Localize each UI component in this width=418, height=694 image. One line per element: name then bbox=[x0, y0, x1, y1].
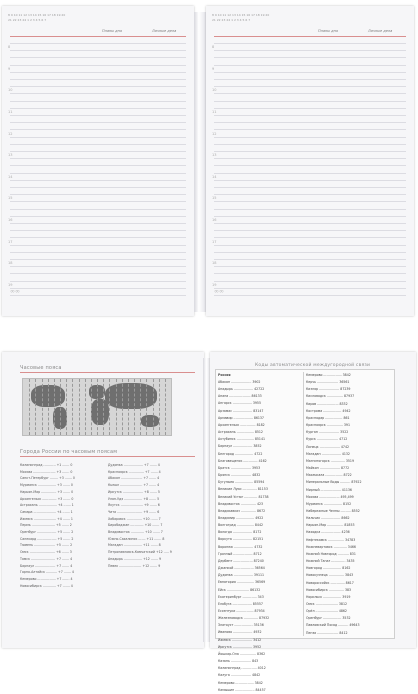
ruled-line bbox=[10, 288, 186, 289]
ruled-line bbox=[214, 108, 406, 109]
list-item: Воркута ................... 82151 bbox=[218, 537, 264, 542]
ruled-line bbox=[214, 266, 406, 267]
list-item: Павловский Посад .......... 49643 bbox=[306, 623, 360, 628]
list-item: Нижневартовск ............. 3466 bbox=[306, 544, 356, 549]
list-item: Благовещенск .............. 4162 bbox=[218, 458, 267, 463]
time-zone-strip bbox=[35, 379, 36, 435]
time-zone-strip bbox=[146, 379, 147, 435]
list-item: Калининград ............... 4012 bbox=[218, 666, 266, 671]
list-item: Дудинка ................... +7 ....... 4 bbox=[108, 463, 160, 467]
ruled-line bbox=[214, 295, 406, 296]
ruled-line bbox=[10, 281, 186, 282]
ruled-line bbox=[10, 201, 186, 202]
ruled-line bbox=[214, 79, 406, 80]
ruled-line bbox=[10, 108, 186, 109]
ruled-line bbox=[10, 252, 186, 253]
list-item: Абакан .................... 3902 bbox=[218, 380, 261, 384]
hour-number: 12 bbox=[8, 131, 13, 136]
ruled-line bbox=[10, 245, 186, 246]
list-item: Арзамас ................... 83147 bbox=[218, 408, 264, 413]
list-item: Ижевск ...................... +4 ....... 1 bbox=[20, 516, 73, 521]
time-zone-strip bbox=[79, 379, 80, 435]
list-item: Красноярск ................ 391 bbox=[306, 423, 350, 428]
list-item: Иркутск .................... +8 ....... 5 bbox=[108, 489, 160, 494]
page-footer: ∞∞ bbox=[214, 288, 224, 295]
hour-number: 17 bbox=[8, 239, 13, 244]
header-rule bbox=[214, 36, 406, 37]
top-spread bbox=[0, 0, 418, 330]
ruled-line bbox=[214, 144, 406, 145]
time-zone-strip bbox=[60, 379, 61, 435]
time-zone-strip bbox=[91, 379, 92, 435]
ruled-line bbox=[214, 230, 406, 231]
ruled-line bbox=[214, 122, 406, 123]
list-item: Курск ..................... 4712 bbox=[306, 437, 348, 442]
list-item: Дудинка ................... 39111 bbox=[218, 573, 265, 578]
list-item: Петропавловск-Камчатский +12 ..... 9 bbox=[108, 550, 172, 555]
ruled-line bbox=[10, 72, 186, 73]
list-item: Пермь ....................... +5 ....... 2 bbox=[20, 523, 72, 528]
list-item: Киров ..................... 8332 bbox=[306, 401, 348, 406]
list-item: Кострома .................. 4942 bbox=[306, 408, 351, 413]
hour-number: 16 bbox=[212, 218, 217, 222]
list-item: Анадырь ................... 42722 bbox=[218, 387, 265, 392]
ruled-line bbox=[10, 101, 186, 102]
ruled-line bbox=[10, 93, 186, 94]
list-item: Джанкой ................... 36564 bbox=[218, 566, 265, 571]
ruled-line bbox=[10, 180, 186, 181]
time-zone-strip bbox=[165, 379, 166, 435]
list-item: Железноводск .............. 87932 bbox=[218, 616, 270, 621]
list-item: Барнаул .................... +7 ....... 4 bbox=[20, 563, 73, 568]
hour-number: 13 bbox=[212, 153, 217, 158]
ruled-line bbox=[10, 144, 186, 145]
list-item: Йошкар-Ола ................ 8362 bbox=[218, 651, 266, 656]
time-zone-strip bbox=[54, 379, 55, 435]
ruled-line bbox=[214, 209, 406, 210]
ruled-line bbox=[10, 137, 186, 138]
list-item: Ахтубинск ................. 85141 bbox=[218, 437, 266, 442]
ruled-line bbox=[10, 194, 186, 195]
ruled-line bbox=[214, 50, 406, 51]
list-item: Ейск ...................... 86132 bbox=[218, 587, 261, 592]
list-item: Иваново ................... 4932 bbox=[218, 630, 262, 635]
time-zone-strip bbox=[116, 379, 117, 435]
ruled-line bbox=[10, 86, 186, 87]
list-item: Липецк .................... 4742 bbox=[306, 444, 350, 449]
hour-number: 19 bbox=[212, 282, 217, 287]
list-item: Владимир .................. 4922 bbox=[218, 515, 264, 520]
header-left-label: Планы дня bbox=[318, 29, 338, 33]
ruled-line bbox=[10, 295, 186, 296]
list-item: Горно-Алтайск ........... +7 ....... 4 bbox=[20, 570, 74, 575]
time-zone-strip bbox=[85, 379, 86, 435]
header-left-label: Планы дня bbox=[102, 29, 122, 33]
hour-number: 12 bbox=[212, 131, 217, 136]
ruled-line bbox=[214, 137, 406, 138]
ruled-line bbox=[214, 245, 406, 246]
ruled-line bbox=[10, 57, 186, 58]
ruled-line bbox=[10, 209, 186, 210]
list-item: Ижевск .................... 3412 bbox=[218, 637, 262, 642]
list-item: Мирный .................... 41136 bbox=[306, 487, 352, 492]
list-item: Евпатория ................. 36569 bbox=[218, 580, 266, 585]
list-item: Новокузнецк ............... 3843 bbox=[306, 573, 354, 578]
header-right-label: Личные дела bbox=[152, 29, 177, 33]
hour-number: 18 bbox=[212, 261, 217, 266]
list-item: Казань .................... 843 bbox=[218, 659, 259, 664]
list-item: Екатеринбург .............. 343 bbox=[218, 594, 264, 599]
hours-row: 8 9 10 11 12 13 14 15 16 17 18 19 20 bbox=[212, 13, 270, 17]
ruled-line bbox=[214, 158, 406, 159]
region-header: Россия bbox=[218, 373, 231, 377]
spine bbox=[194, 12, 206, 312]
time-zone-strip bbox=[122, 379, 123, 435]
ruled-line bbox=[10, 173, 186, 174]
list-item: Биробиджан ............. +10 ....... 7 bbox=[108, 523, 163, 528]
ruled-line bbox=[10, 43, 186, 44]
hours-row-2: 21 22 23 24 1 2 3 4 5 6 7 bbox=[212, 18, 251, 22]
time-zone-strip bbox=[159, 379, 160, 435]
list-item: Елабуга ................... 85557 bbox=[218, 601, 263, 606]
time-zone-strip bbox=[97, 379, 98, 435]
hour-number: 15 bbox=[8, 196, 13, 201]
ruled-line bbox=[214, 223, 406, 224]
diary-left-page bbox=[2, 6, 194, 316]
list-item: Нижний Тагил .............. 3435 bbox=[306, 559, 355, 564]
list-item: Орёл ...................... 4862 bbox=[306, 609, 347, 614]
hour-number: 17 bbox=[212, 239, 217, 244]
ruled-line bbox=[214, 273, 406, 274]
ruled-line bbox=[214, 65, 406, 66]
list-item: Мурманск .................. 8152 bbox=[306, 501, 352, 506]
list-item: Самара ...................... +4 ....... 1 bbox=[20, 509, 73, 514]
list-item: Томск ........................ +7 ....... 4 bbox=[20, 556, 73, 561]
list-item: Тюмень ..................... +5 ....... 2 bbox=[20, 543, 73, 548]
ruled-line bbox=[214, 173, 406, 174]
list-item: Москва ...................... +3 ....... 0 bbox=[20, 469, 73, 474]
time-zone-strip bbox=[103, 379, 104, 435]
hour-number: 8 bbox=[212, 45, 215, 50]
time-zone-strip bbox=[48, 379, 49, 435]
ruled-line bbox=[10, 129, 186, 130]
list-item: Махачкала ................. 8722 bbox=[306, 473, 352, 478]
page-footer: ∞∞ bbox=[10, 288, 20, 295]
ruled-line bbox=[214, 259, 406, 260]
list-item: Астрахань .................. +4 ....... 1 bbox=[20, 503, 74, 508]
list-item: Архангельск .............. +3 ....... 0 bbox=[20, 496, 74, 501]
cities-by-zone-title: Города России по часовым поясам bbox=[20, 449, 118, 455]
ruled-line bbox=[10, 65, 186, 66]
list-item: Великие Луки .............. 81153 bbox=[218, 487, 268, 492]
ruled-line bbox=[214, 86, 406, 87]
list-item: Великий Устюг ............. 81738 bbox=[218, 494, 269, 499]
ruled-line bbox=[214, 187, 406, 188]
hour-number: 15 bbox=[212, 196, 217, 201]
list-item: Якутск ...................... +9 ....... 6 bbox=[108, 503, 160, 508]
ruled-line bbox=[214, 216, 406, 217]
list-item: Мурманск .................. +3 ....... 0 bbox=[20, 483, 73, 488]
list-item: Норильск .................. 3919 bbox=[306, 594, 351, 599]
cities-title-rule bbox=[20, 456, 195, 457]
ruled-line bbox=[10, 50, 186, 51]
dial-codes-col1 bbox=[218, 379, 302, 692]
list-item: Нальчик ................... 8662 bbox=[306, 516, 350, 521]
list-item: Братск .................... 3953 bbox=[218, 465, 261, 470]
list-item: Кызыл ...................... +7 ....... 4 bbox=[108, 483, 160, 488]
dial-codes-col2 bbox=[306, 372, 392, 637]
ruled-line bbox=[10, 115, 186, 116]
diary-right-page bbox=[206, 6, 414, 316]
list-item: Находка ................... 4236 bbox=[306, 530, 350, 535]
list-item: Кемерово .................. 3842 bbox=[218, 680, 263, 685]
list-item: Новороссийск .............. 8617 bbox=[306, 580, 354, 585]
ruled-line bbox=[10, 187, 186, 188]
list-item: Владивосток ............. +10 ....... 7 bbox=[108, 530, 163, 535]
ruled-line bbox=[214, 72, 406, 73]
hour-number: 9 bbox=[8, 66, 11, 71]
list-item: Волгоград ................. 8442 bbox=[218, 523, 264, 528]
list-item: Новосибирск ............... 383 bbox=[306, 587, 352, 592]
list-item: Магадан ................... 4132 bbox=[306, 451, 350, 456]
list-item: Златоуст .................. 35136 bbox=[218, 623, 264, 628]
list-item: Майкоп .................... 8772 bbox=[306, 466, 350, 471]
list-item: Улан-Удэ .................. +8 ....... 5 bbox=[108, 496, 160, 501]
ruled-line bbox=[10, 151, 186, 152]
list-item: Астрахань ................. 8512 bbox=[218, 430, 263, 435]
hours-row: 8 9 10 11 12 13 14 15 16 17 18 19 20 bbox=[8, 13, 66, 17]
ruled-line bbox=[214, 201, 406, 202]
hour-number: 10 bbox=[8, 88, 13, 93]
list-item: Барнаул ................... 3852 bbox=[218, 444, 262, 449]
time-zone-strip bbox=[140, 379, 141, 435]
list-item: Магнитогорск .............. 3519 bbox=[306, 458, 354, 463]
header-right-label: Личные дела bbox=[368, 29, 393, 33]
hour-number: 9 bbox=[212, 66, 215, 71]
list-item: Кисловодск ................ 87937 bbox=[306, 394, 355, 399]
hour-number: 8 bbox=[8, 45, 11, 50]
ruled-line bbox=[10, 216, 186, 217]
hour-number: 19 bbox=[8, 282, 13, 287]
ruled-line bbox=[10, 230, 186, 231]
ruled-line bbox=[10, 79, 186, 80]
list-item: Нарьян-Мар ................ 81853 bbox=[306, 523, 355, 528]
list-item: Анадырь .................. +12 ....... 9 bbox=[108, 556, 161, 561]
list-item: Омск ...................... 3812 bbox=[306, 602, 348, 606]
ruled-line bbox=[10, 223, 186, 224]
list-item: Нарьян-Мар ............... +3 ....... 0 bbox=[20, 489, 74, 494]
ruled-line bbox=[10, 165, 186, 166]
list-item: Кемерово .................. 3842 bbox=[306, 373, 351, 377]
ruled-line bbox=[10, 158, 186, 159]
hour-number: 11 bbox=[212, 110, 217, 114]
list-item: Минеральные Воды .......... 87922 bbox=[306, 480, 362, 485]
list-item: Камышин ................... 84457 bbox=[218, 687, 266, 692]
ruled-line bbox=[10, 237, 186, 238]
ruled-line bbox=[214, 151, 406, 152]
list-item: Омск ......................... +6 ....... 3 bbox=[20, 550, 72, 555]
list-item: Красноярск ............... +7 ....... 4 bbox=[108, 469, 161, 474]
ruled-line bbox=[10, 259, 186, 260]
time-zone-strip bbox=[128, 379, 129, 435]
list-item: Вологда ................... 8172 bbox=[218, 530, 262, 535]
time-zone-strip bbox=[42, 379, 43, 435]
ruled-line bbox=[214, 237, 406, 238]
ruled-line bbox=[10, 266, 186, 267]
list-item: Магадан .................. +11 ....... 8 bbox=[108, 543, 161, 548]
time-zone-strip bbox=[72, 379, 73, 435]
list-item: Иркутск ................... 3952 bbox=[218, 644, 262, 649]
list-item: Дербент ................... 87240 bbox=[218, 558, 264, 563]
ruled-line bbox=[214, 281, 406, 282]
hour-number: 16 bbox=[8, 218, 13, 222]
dial-codes-title: Коды автоматической междугородной связи bbox=[255, 363, 371, 368]
time-zone-strip bbox=[109, 379, 110, 435]
hours-row-2: 21 22 23 24 1 2 3 4 5 6 7 bbox=[8, 18, 47, 22]
hour-number: 13 bbox=[8, 153, 13, 158]
list-item: Грозный ................... 8712 bbox=[218, 551, 262, 556]
list-item: Архангельск ............... 8182 bbox=[218, 422, 265, 427]
list-item: Белгород .................. 4722 bbox=[218, 451, 263, 456]
ruled-line bbox=[214, 93, 406, 94]
ruled-line bbox=[214, 194, 406, 195]
list-item: Владивосток ............... 423 bbox=[218, 501, 264, 506]
hour-number: 11 bbox=[8, 110, 13, 114]
header-rule bbox=[10, 36, 186, 37]
hour-number: 14 bbox=[212, 174, 217, 179]
ruled-line bbox=[214, 115, 406, 116]
hour-number: 18 bbox=[8, 261, 13, 266]
list-item: Хабаровск ............... +10 ....... 7 bbox=[108, 516, 161, 521]
list-item: Ессентуки ................. 87934 bbox=[218, 609, 265, 613]
time-zone-strip bbox=[29, 379, 30, 435]
hour-number: 14 bbox=[8, 174, 13, 179]
list-item: Бугульма .................. 85594 bbox=[218, 480, 265, 485]
asia-shape bbox=[105, 383, 157, 409]
ruled-line bbox=[214, 43, 406, 44]
list-item: Южно-Сахалинск ....... +11 ....... 8 bbox=[108, 536, 165, 541]
list-item: Набережные Челны .......... 8552 bbox=[306, 508, 360, 513]
cities-list-col1 bbox=[20, 462, 106, 589]
list-item: Оренбург ................... +5 ....... 2 bbox=[20, 530, 74, 535]
list-item: Новгород .................. 8162 bbox=[306, 566, 351, 571]
time-zone-strip bbox=[153, 379, 154, 435]
list-item: Владикавказ ............... 8672 bbox=[218, 508, 266, 513]
list-item: Калининград ............ +1 ....... 0 bbox=[20, 463, 73, 467]
ruled-line bbox=[214, 252, 406, 253]
australia-shape bbox=[141, 415, 159, 427]
title-rule bbox=[20, 372, 195, 373]
list-item: Калуга .................... 4842 bbox=[218, 673, 261, 678]
list-item: Керчь ..................... 36561 bbox=[306, 380, 350, 385]
list-item: Воронеж ................... 4732 bbox=[218, 544, 263, 549]
list-item: Краснодар ................. 861 bbox=[306, 415, 350, 420]
list-item: Нижний Новгород ........... 831 bbox=[306, 551, 356, 556]
column-divider bbox=[303, 372, 304, 636]
ruled-line bbox=[214, 165, 406, 166]
ruled-line bbox=[214, 180, 406, 181]
list-item: Абакан ..................... +7 ....... 4 bbox=[108, 476, 160, 481]
list-item: Москва .................... 495,499 bbox=[306, 494, 354, 499]
ruled-line bbox=[214, 101, 406, 102]
ruled-line bbox=[10, 273, 186, 274]
list-item: Ангарск ................... 3955 bbox=[218, 401, 261, 406]
time-zones-title: Часовые пояса bbox=[20, 365, 62, 371]
list-item: Брянск .................... 4832 bbox=[218, 473, 261, 478]
list-item: Салехард ................... +5 ....... 2 bbox=[20, 536, 74, 541]
ruled-line bbox=[10, 122, 186, 123]
list-item: Кемерово .................. +7 ....... 4 bbox=[20, 576, 73, 581]
list-item: Новосибирск ............. +7 ....... 4 bbox=[20, 583, 73, 588]
time-zone-strip bbox=[134, 379, 135, 435]
ruled-line bbox=[214, 57, 406, 58]
list-item: Армавир ................... 86137 bbox=[218, 415, 264, 420]
list-item: Певек ...................... +12 ....... 9 bbox=[108, 563, 161, 568]
ruled-line bbox=[214, 129, 406, 130]
cities-list-col2 bbox=[108, 462, 194, 569]
ruled-line bbox=[214, 288, 406, 289]
list-item: Курган .................... 3522 bbox=[306, 430, 349, 435]
time-zone-strip bbox=[66, 379, 67, 435]
world-time-zone-map bbox=[22, 378, 172, 436]
list-item: Оренбург .................. 3532 bbox=[306, 616, 351, 621]
list-item: Пенза ..................... 8412 bbox=[306, 630, 348, 635]
hour-number: 10 bbox=[212, 88, 217, 93]
list-item: Чита ......................... +9 ....... 6 bbox=[108, 509, 160, 514]
list-item: Санкт-Петербург ........ +3 ....... 0 bbox=[20, 476, 75, 481]
list-item: Нефтекамск ................ 34783 bbox=[306, 537, 356, 542]
list-item: Анапа ..................... 86133 bbox=[218, 394, 262, 399]
list-item: Кизляр .................... 87239 bbox=[306, 387, 351, 392]
